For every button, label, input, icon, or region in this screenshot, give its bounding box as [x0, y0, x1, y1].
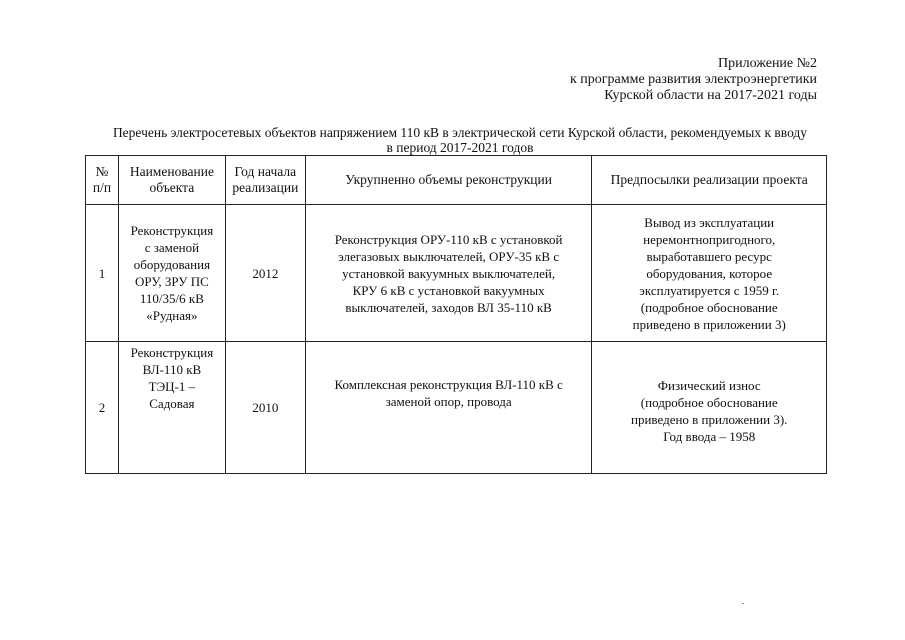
row-scope: Реконструкция ОРУ-110 кВ с установкой элегазовых выключателей, ОРУ-35 кВ с установкой вакуумных выключателей, КРУ 6 кВ с установкой вакуумных выключателей, заходов ВЛ 35-110 кВ [305, 205, 592, 342]
row-year: 2010 [225, 342, 305, 474]
table-header-row [86, 156, 827, 205]
table-row [86, 342, 827, 474]
header-scope: Укрупненно объемы реконструкции [305, 156, 592, 205]
row-prereq: Вывод из эксплуатации неремонтнопригодного, выработавшего ресурс оборудования, которое эксплуатируется с 1959 г. (подробное обоснование приведено в приложении 3) [592, 205, 827, 342]
row-num: 2 [86, 342, 119, 474]
header-prereq: Предпосылки реализации проекта [592, 156, 827, 205]
row-num: 1 [86, 205, 119, 342]
table-row [86, 205, 827, 342]
appendix-region-period: Курской области на 2017-2021 годы [604, 88, 817, 103]
row-year: 2012 [225, 205, 305, 342]
row-name: Реконструкция с заменой оборудования ОРУ, ЗРУ ПС 110/35/6 кВ «Рудная» [118, 205, 225, 342]
appendix-number: Приложение №2 [718, 56, 817, 71]
title-line-1: Перечень электросетевых объектов напряжением 110 кВ в электрической сети Курской области, рекомендуемых к вводу [112, 125, 808, 140]
appendix-header [517, 56, 817, 104]
header-name: Наименование объекта [118, 156, 225, 205]
header-year: Год начала реализации [225, 156, 305, 205]
title-line-2: в период 2017-2021 годов [386, 140, 534, 155]
document-title [50, 125, 870, 155]
row-prereq: Физический износ (подробное обоснование приведено в приложении 3). Год ввода – 1958 [592, 342, 827, 474]
scan-speck [742, 603, 744, 604]
appendix-program: к программе развития электроэнергетики [569, 72, 817, 87]
row-name: Реконструкция ВЛ-110 кВ ТЭЦ-1 – Садовая [118, 342, 225, 474]
header-num: № п/п [86, 156, 119, 205]
objects-table [85, 155, 827, 474]
row-scope: Комплексная реконструкция ВЛ-110 кВ с заменой опор, провода [305, 342, 592, 474]
